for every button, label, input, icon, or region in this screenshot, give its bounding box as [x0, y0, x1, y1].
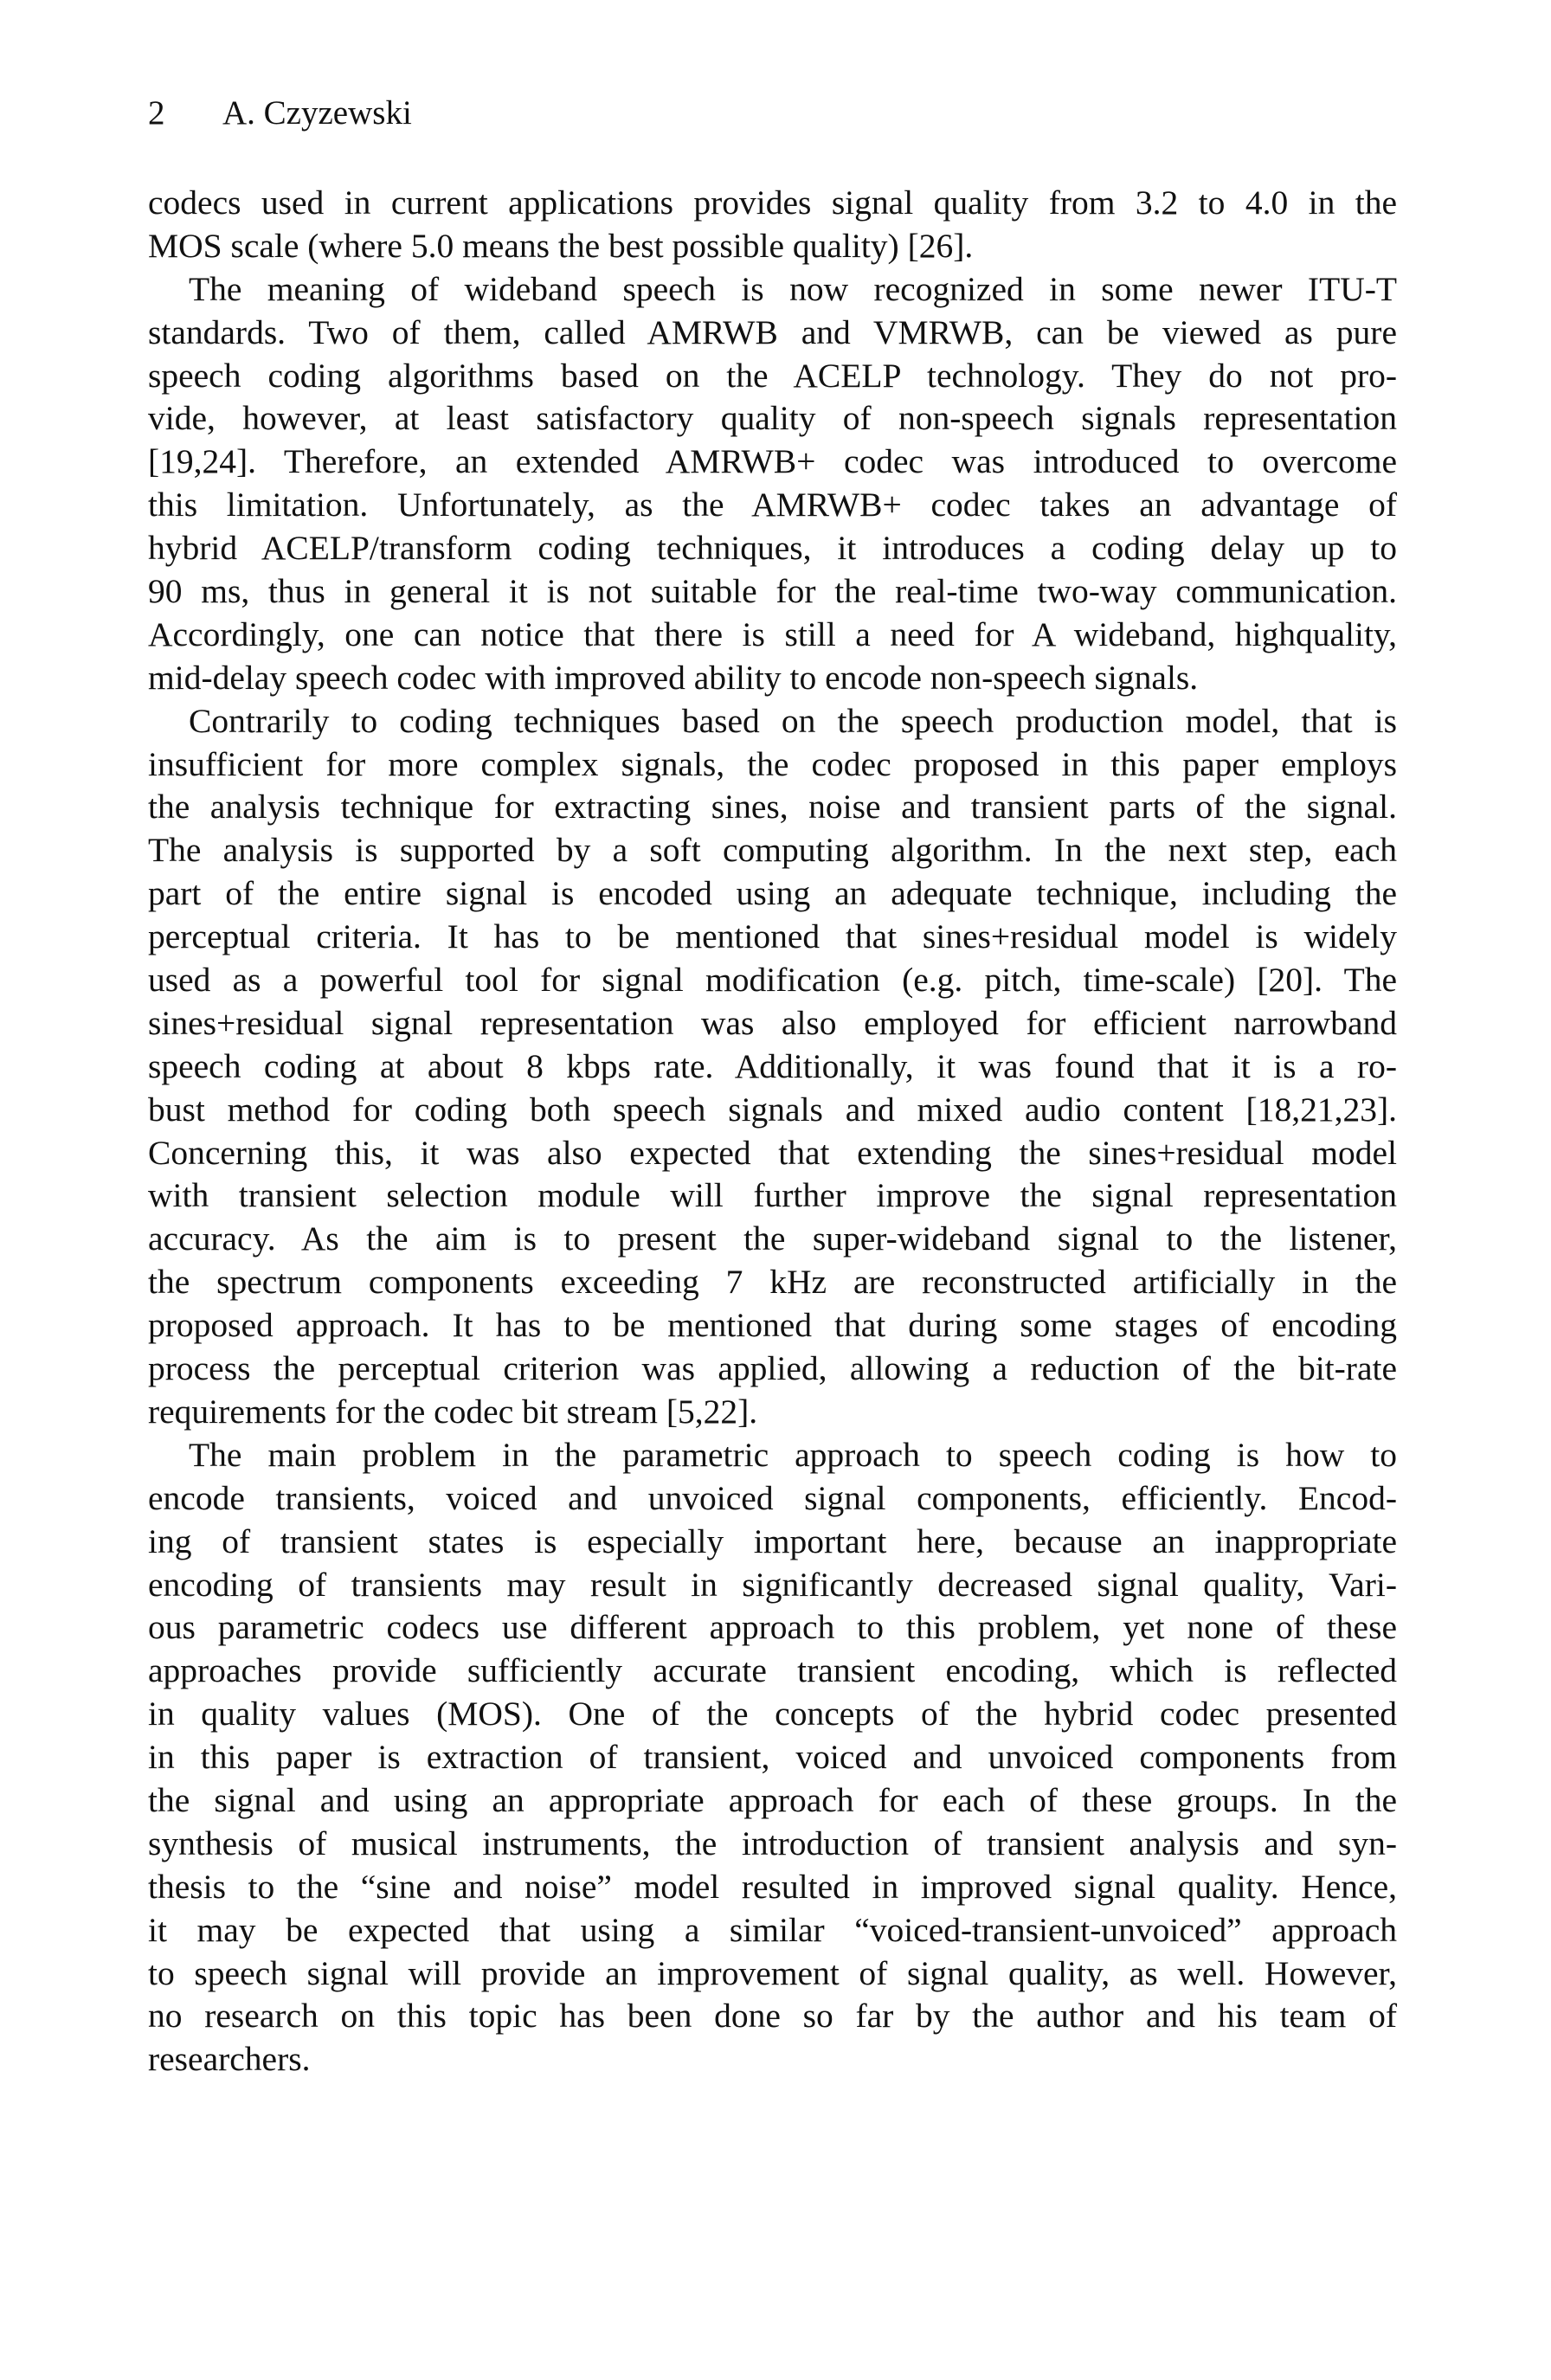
text-line: part of the entire signal is encoded using an adequate technique, including the [148, 874, 1397, 913]
text-line: in this paper is extraction of transient, voiced and unvoiced components from [148, 1738, 1397, 1777]
text-line: process the perceptual criterion was applied, allowing a reduction of the bit-rate [148, 1349, 1397, 1388]
text-line: Contrarily to coding techniques based on the speech production model, that is [189, 701, 1397, 740]
text-line: the analysis technique for extracting sines, noise and transient parts of the signal. [148, 788, 1397, 827]
text-line: no research on this topic has been done so far by the author and his team of [148, 1997, 1397, 2036]
text-line: encode transients, voiced and unvoiced signal components, efficiently. Encod- [148, 1478, 1397, 1517]
text-line: hybrid ACELP/transform coding techniques, it introduces a coding delay up to [148, 529, 1397, 568]
running-author: A. Czyzewski [222, 94, 412, 132]
text-line: approaches provide sufficiently accurate transient encoding, which is reflected [148, 1651, 1397, 1690]
text-line: 90 ms, thus in general it is not suitable for the real-time two-way communication. [148, 572, 1397, 611]
text-line: The main problem in the parametric approach to speech coding is how to [189, 1435, 1397, 1474]
text-line: researchers. [148, 2040, 311, 2079]
text-line: insufficient for more complex signals, the codec proposed in this paper employs [148, 744, 1397, 783]
text-line: vide, however, at least satisfactory quality of non-speech signals representation [148, 399, 1397, 438]
text-line: this limitation. Unfortunately, as the AMRWB+ codec takes an advantage of [148, 486, 1397, 524]
text-line: [19,24]. Therefore, an extended AMRWB+ codec was introduced to overcome [148, 442, 1397, 481]
text-line: the spectrum components exceeding 7 kHz are reconstructed artificially in the [148, 1263, 1397, 1302]
text-line: Concerning this, it was also expected that extending the sines+residual model [148, 1133, 1397, 1172]
text-line: bust method for coding both speech signals and mixed audio content [18,21,23]. [148, 1090, 1397, 1129]
text-line: MOS scale (where 5.0 means the best possible quality) [26]. [148, 226, 974, 265]
text-line: mid-delay speech codec with improved ability to encode non-speech signals. [148, 658, 1199, 697]
text-line: the signal and using an appropriate approach for each of these groups. In the [148, 1780, 1397, 1819]
paragraph [148, 182, 1397, 268]
text-line: perceptual criteria. It has to be mentioned that sines+residual model is widely [148, 917, 1397, 956]
text-line: encoding of transients may result in significantly decreased signal quality, Vari- [148, 1565, 1397, 1604]
text-line: speech coding algorithms based on the ACELP technology. They do not pro- [148, 356, 1397, 395]
text-line: accuracy. As the aim is to present the super-wideband signal to the listener, [148, 1219, 1397, 1258]
text-line: it may be expected that using a similar “voiced-transient-unvoiced” approach [148, 1910, 1397, 1949]
text-line: with transient selection module will further improve the signal representation [148, 1176, 1397, 1215]
text-line: requirements for the codec bit stream [5,22]. [148, 1392, 758, 1431]
text-line: ous parametric codecs use different approach to this problem, yet none of these [148, 1608, 1397, 1647]
paragraph [148, 1434, 1397, 2081]
text-line: codecs used in current applications provides signal quality from 3.2 to 4.0 in the [148, 183, 1397, 222]
text-line: standards. Two of them, called AMRWB and VMRWB, can be viewed as pure [148, 312, 1397, 351]
text-line: synthesis of musical instruments, the introduction of transient analysis and syn- [148, 1824, 1397, 1862]
text-line: proposed approach. It has to be mentioned that during some stages of encoding [148, 1306, 1397, 1345]
text-line: The meaning of wideband speech is now recognized in some newer ITU-T [189, 269, 1397, 308]
text-line: thesis to the “sine and noise” model resulted in improved signal quality. Hence, [148, 1867, 1397, 1906]
paragraph [148, 268, 1397, 700]
text-line: ing of transient states is especially important here, because an inappropriate [148, 1521, 1397, 1560]
text-line: to speech signal will provide an improvement of signal quality, as well. However, [148, 1953, 1397, 1992]
text-line: in quality values (MOS). One of the concepts of the hybrid codec presented [148, 1695, 1397, 1734]
running-header [148, 93, 412, 132]
text-line: Accordingly, one can notice that there is still a need for A wideband, highquality, [148, 614, 1397, 653]
text-line: speech coding at about 8 kbps rate. Additionally, it was found that it is a ro- [148, 1046, 1397, 1085]
paragraph [148, 700, 1397, 1434]
page-number: 2 [148, 94, 165, 132]
text-line: used as a powerful tool for signal modification (e.g. pitch, time-scale) [20]. The [148, 961, 1397, 1000]
text-line: The analysis is supported by a soft computing algorithm. In the next step, each [148, 831, 1397, 870]
text-line: sines+residual signal representation was also employed for efficient narrowband [148, 1003, 1397, 1042]
body-text [148, 182, 1397, 2081]
